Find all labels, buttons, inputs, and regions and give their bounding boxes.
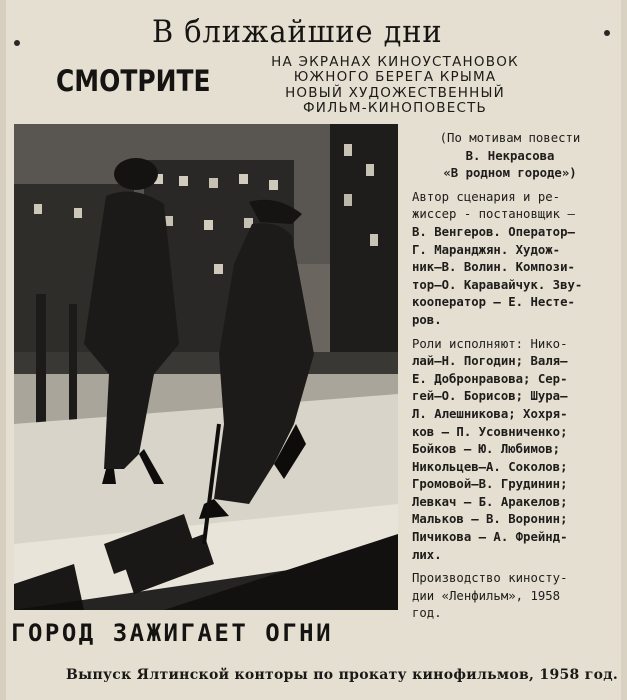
cast-line: Левкач — Б. Аракелов;: [412, 494, 568, 509]
film-still-photo: [14, 124, 398, 610]
credits-column: [412, 130, 608, 623]
crew-line: ник—В. Волин. Компози-: [412, 260, 575, 275]
production-line: год.: [412, 606, 442, 621]
production-line: дии «Ленфильм», 1958: [412, 588, 561, 603]
cast-line: Роли исполняют: Нико-: [412, 336, 568, 351]
cast-line: Никольцев—А. Соколов;: [412, 459, 568, 474]
cast-line: Громовой—В. Грудинин;: [412, 477, 568, 492]
headline: В ближайшие дни: [152, 14, 443, 50]
crew-line: ров.: [412, 312, 442, 327]
crew-line: жиссер - постановщик —: [412, 207, 575, 222]
cast-line: Мальков — В. Воронин;: [412, 512, 568, 527]
binding-hole-left: [14, 40, 20, 46]
paper-edge-left: [0, 0, 6, 700]
cast-line: Бойков — Ю. Любимов;: [412, 442, 561, 457]
subheading-line: НОВЫЙ ХУДОЖЕСТВЕННЫЙ: [285, 85, 505, 101]
production-line: Производство киносту-: [412, 571, 568, 586]
film-title: ГОРОД ЗАЖИГАЕТ ОГНИ: [11, 619, 334, 647]
subheading-line: ФИЛЬМ-КИНОПОВЕСТЬ: [302, 100, 487, 116]
cast-line: лих.: [412, 547, 442, 562]
crew-line: кооператор — Е. Несте-: [412, 295, 575, 310]
binding-hole-right: [604, 30, 610, 36]
smotrite-label: СМОТРИТЕ: [56, 64, 211, 98]
crew-line: Автор сценария и ре-: [412, 189, 561, 204]
footer-note: Выпуск Ялтинской конторы по прокату кинофильмов, 1958 год.: [66, 667, 619, 683]
subheading-line: ЮЖНОГО БЕРЕГА КРЫМА: [293, 69, 497, 85]
cast-line: Л. Алешникова; Хохря-: [412, 406, 568, 421]
cast-line: ков — П. Усовниченко;: [412, 424, 568, 439]
source-line: (По мотивам повести: [439, 131, 581, 145]
subheading-line: НА ЭКРАНАХ КИНОУСТАНОВОК: [271, 54, 519, 70]
source-line: В. Некрасова: [465, 148, 555, 163]
paper-edge-right: [621, 0, 627, 700]
crew-line: Г. Маранджян. Худож-: [412, 242, 561, 257]
cast-line: гей—О. Борисов; Шура—: [412, 389, 568, 404]
crew-line: тор—О. Каравайчук. Зву-: [412, 277, 583, 292]
cast-line: Пичикова — А. Фрейнд-: [412, 530, 568, 545]
crew-line: В. Венгеров. Оператор—: [412, 224, 575, 239]
source-line: «В родном городе»): [443, 166, 577, 181]
cast-line: лай—Н. Погодин; Валя—: [412, 354, 568, 369]
cast-line: Е. Добронравова; Сер-: [412, 371, 568, 386]
